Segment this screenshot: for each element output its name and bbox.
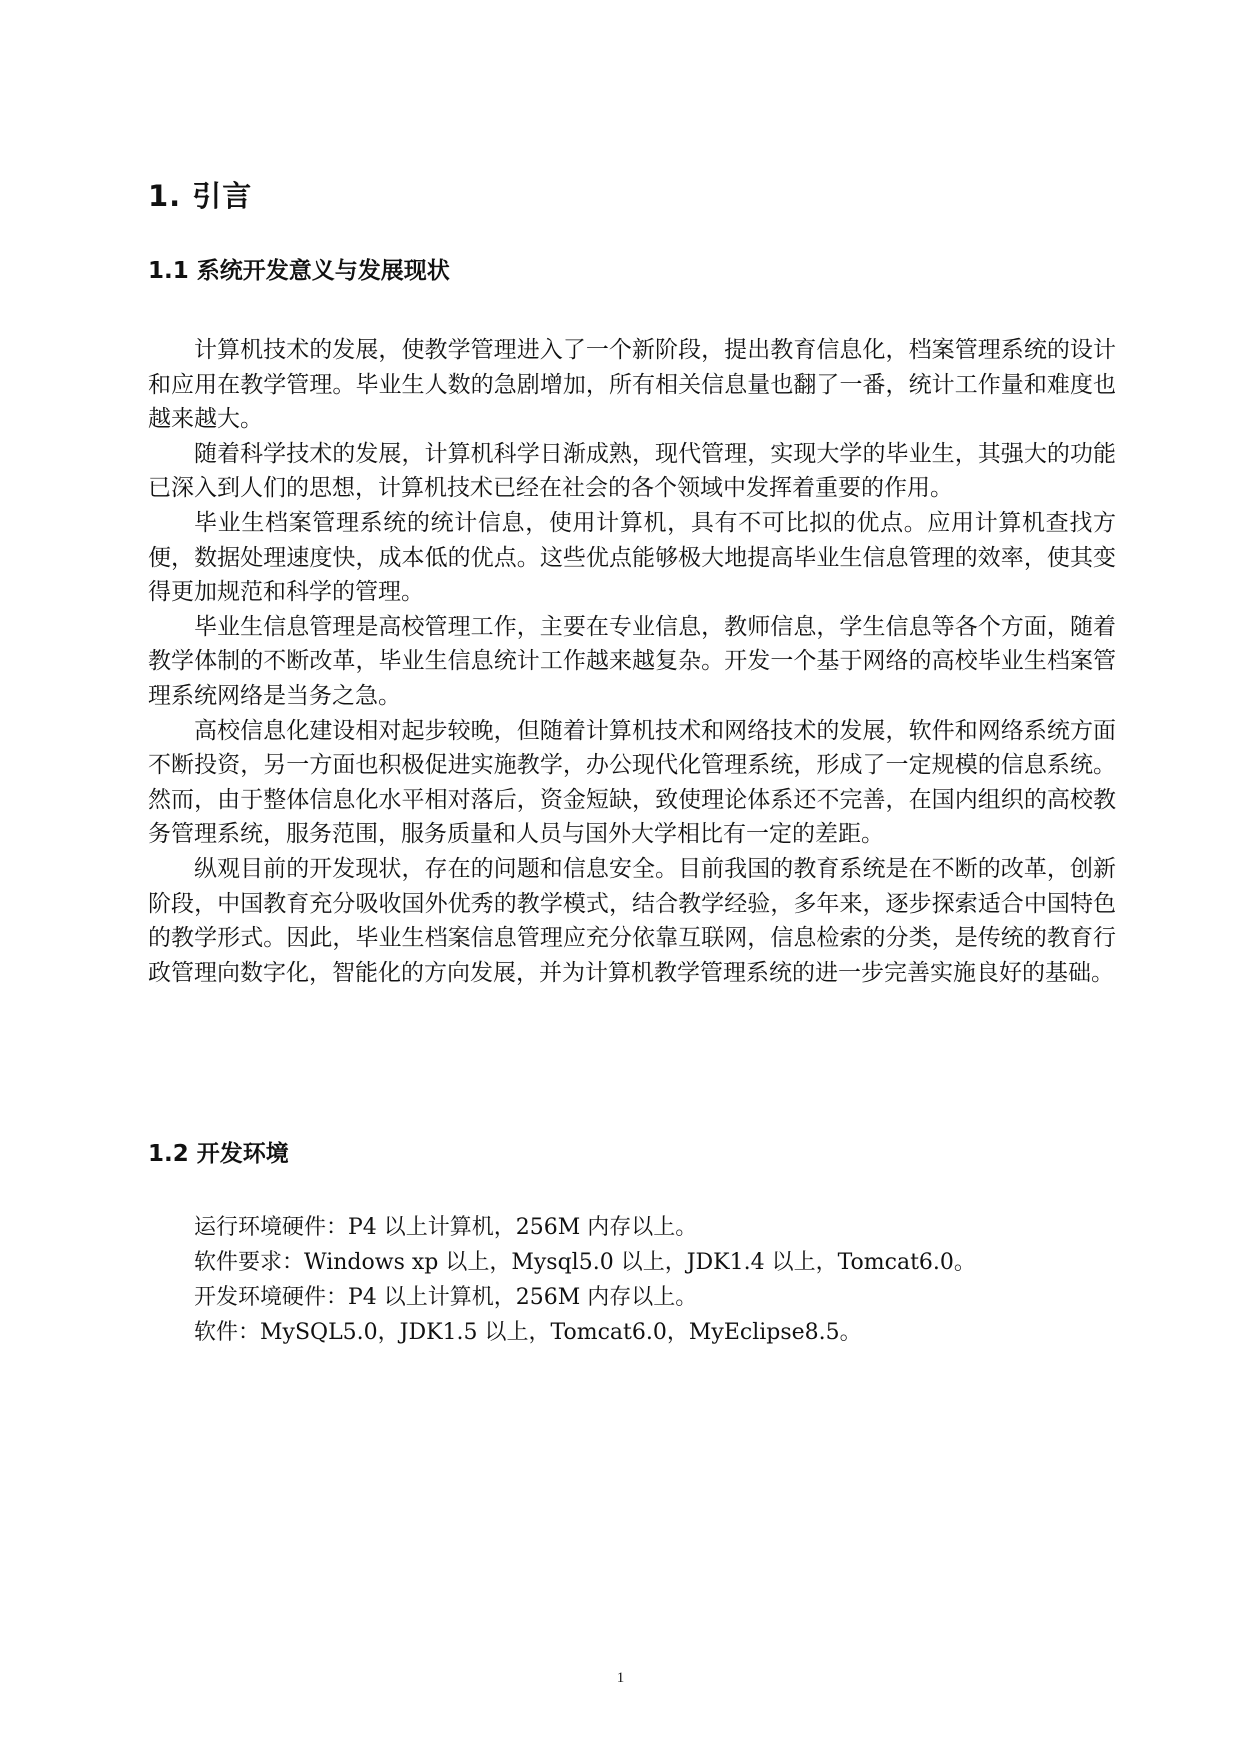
page-number: 1 <box>616 1670 625 1686</box>
paragraph: 毕业生档案管理系统的统计信息，使用计算机，具有不可比拟的优点。应用计算机查找方便，数据处理速度快，成本低的优点。这些优点能够极大地提高毕业生信息管理的效率，使其变得更加规范和科学的管理。 <box>148 509 1116 606</box>
paragraph: 纵观目前的开发现状，存在的问题和信息安全。目前我国的教育系统是在不断的改革，创新阶段，中国教育充分吸收国外优秀的教学模式，结合教学经验，多年来，逐步探索适合中国特色的教学形式。因此，毕业生档案信息管理应充分依靠互联网，信息检索的分类，是传统的教育行政管理向数字化，智能化的方向发展，并为计算机教学管理系统的进一步完善实施良好的基础。 <box>148 855 1116 986</box>
env-line-software: 软件：MySQL5.0，JDK1.5 以上，Tomcat6.0，MyEclipse8.5。 <box>194 1320 862 1345</box>
paragraph: 计算机技术的发展，使教学管理进入了一个新阶段，提出教育信息化，档案管理系统的设计和应用在教学管理。毕业生人数的急剧增加，所有相关信息量也翻了一番，统计工作量和难度也越来越大。 <box>148 337 1116 433</box>
section-title-1-2: 1.2 开发环境 <box>148 1141 289 1167</box>
paragraph: 高校信息化建设相对起步较晚，但随着计算机技术和网络技术的发展，软件和网络系统方面不断投资，另一方面也积极促进实施教学，办公现代化管理系统，形成了一定规模的信息系统。然而，由于整体信息化水平相对落后，资金短缺，致使理论体系还不完善，在国内组织的高校教务管理系统，服务范围，服务质量和人员与国外大学相比有一定的差距。 <box>148 717 1116 848</box>
dev-environment-list <box>194 1210 1114 1350</box>
env-line-runtime-hardware: 运行环境硬件：P4 以上计算机，256M 内存以上。 <box>194 1215 698 1240</box>
paragraph: 毕业生信息管理是高校管理工作，主要在专业信息，教师信息，学生信息等各个方面，随着教学体制的不断改革，毕业生信息统计工作越来越复杂。开发一个基于网络的高校毕业生档案管理系统网络是当务之急。 <box>148 613 1116 709</box>
env-line-software-requirements: 软件要求：Windows xp 以上，Mysql5.0 以上，JDK1.4 以上，Tomcat6.0。 <box>194 1250 976 1275</box>
paragraph: 随着科学技术的发展，计算机科学日渐成熟，现代管理，实现大学的毕业生，其强大的功能已深入到人们的思想，计算机技术已经在社会的各个领域中发挥着重要的作用。 <box>148 440 1116 502</box>
env-line-dev-hardware: 开发环境硬件：P4 以上计算机，256M 内存以上。 <box>194 1285 698 1310</box>
section-title-1-1: 1.1 系统开发意义与发展现状 <box>148 258 450 284</box>
chapter-title: 1. 引言 <box>148 179 253 213</box>
section-1-1-body <box>148 333 1116 990</box>
